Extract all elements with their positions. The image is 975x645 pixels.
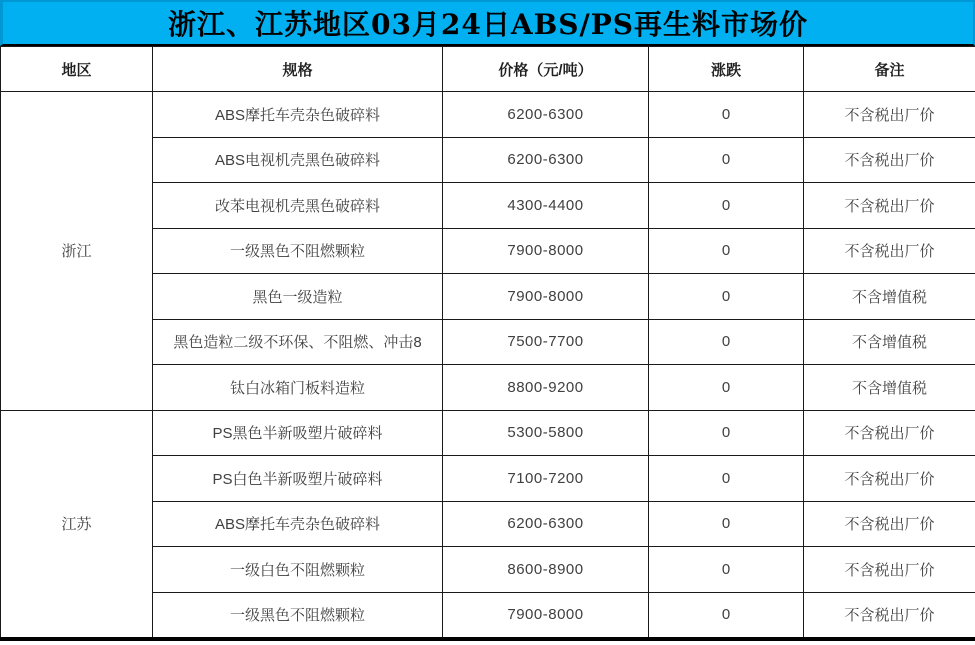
col-header-note: 备注 xyxy=(804,47,975,92)
spec-cell: 改苯电视机壳黑色破碎料 xyxy=(153,183,443,229)
note-cell: 不含增值税 xyxy=(804,319,975,365)
price-cell: 4300-4400 xyxy=(443,183,649,229)
col-header-spec: 规格 xyxy=(153,47,443,92)
spec-cell: PS白色半新吸塑片破碎料 xyxy=(153,456,443,502)
change-cell: 0 xyxy=(649,228,804,274)
spec-cell: ABS电视机壳黑色破碎料 xyxy=(153,137,443,183)
price-cell: 7100-7200 xyxy=(443,456,649,502)
price-cell: 7900-8000 xyxy=(443,274,649,320)
spec-cell: 黑色一级造粒 xyxy=(153,274,443,320)
note-cell: 不含税出厂价 xyxy=(804,137,975,183)
spec-cell: PS黑色半新吸塑片破碎料 xyxy=(153,410,443,456)
change-cell: 0 xyxy=(649,183,804,229)
price-cell: 8800-9200 xyxy=(443,365,649,411)
price-cell: 7900-8000 xyxy=(443,228,649,274)
note-cell: 不含税出厂价 xyxy=(804,501,975,547)
price-cell: 6200-6300 xyxy=(443,92,649,138)
spec-cell: ABS摩托车壳杂色破碎料 xyxy=(153,92,443,138)
table-title: 浙江、江苏地区03月24日ABS/PS再生料市场价 xyxy=(167,8,809,41)
price-cell: 7500-7700 xyxy=(443,319,649,365)
change-cell: 0 xyxy=(649,137,804,183)
col-header-change: 涨跌 xyxy=(649,47,804,92)
table-title-bar xyxy=(0,0,975,46)
change-cell: 0 xyxy=(649,592,804,639)
change-cell: 0 xyxy=(649,501,804,547)
price-cell: 5300-5800 xyxy=(443,410,649,456)
note-cell: 不含增值税 xyxy=(804,274,975,320)
change-cell: 0 xyxy=(649,365,804,411)
spec-cell: 一级白色不阻燃颗粒 xyxy=(153,547,443,593)
note-cell: 不含税出厂价 xyxy=(804,228,975,274)
note-cell: 不含税出厂价 xyxy=(804,547,975,593)
change-cell: 0 xyxy=(649,274,804,320)
col-header-region: 地区 xyxy=(1,47,153,92)
table-row xyxy=(1,92,975,138)
note-cell: 不含税出厂价 xyxy=(804,592,975,639)
region-cell-zhejiang: 浙江 xyxy=(1,92,153,411)
change-cell: 0 xyxy=(649,92,804,138)
col-header-price: 价格（元/吨） xyxy=(443,47,649,92)
change-cell: 0 xyxy=(649,319,804,365)
change-cell: 0 xyxy=(649,547,804,593)
spec-cell: 一级黑色不阻燃颗粒 xyxy=(153,592,443,639)
note-cell: 不含税出厂价 xyxy=(804,183,975,229)
note-cell: 不含税出厂价 xyxy=(804,410,975,456)
price-cell: 6200-6300 xyxy=(443,137,649,183)
price-cell: 6200-6300 xyxy=(443,501,649,547)
table-header-row xyxy=(1,47,975,92)
price-cell: 8600-8900 xyxy=(443,547,649,593)
change-cell: 0 xyxy=(649,456,804,502)
note-cell: 不含税出厂价 xyxy=(804,92,975,138)
spec-cell: 钛白冰箱门板料造粒 xyxy=(153,365,443,411)
spec-cell: ABS摩托车壳杂色破碎料 xyxy=(153,501,443,547)
note-cell: 不含税出厂价 xyxy=(804,456,975,502)
market-price-table xyxy=(0,46,975,641)
spec-cell: 一级黑色不阻燃颗粒 xyxy=(153,228,443,274)
price-cell: 7900-8000 xyxy=(443,592,649,639)
region-cell-jiangsu: 江苏 xyxy=(1,410,153,639)
table-row xyxy=(1,410,975,456)
change-cell: 0 xyxy=(649,410,804,456)
note-cell: 不含增值税 xyxy=(804,365,975,411)
spec-cell: 黑色造粒二级不环保、不阻燃、冲击8 xyxy=(153,319,443,365)
